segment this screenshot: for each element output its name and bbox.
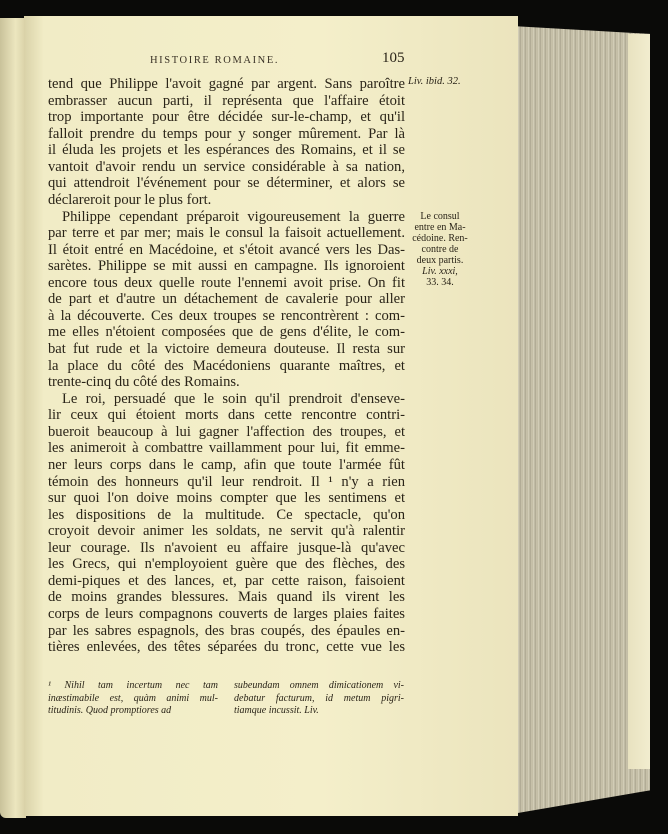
margin-reference: Liv. ibid. 32. <box>408 76 461 87</box>
text-line: Il étoit entré en Macédoine, et s'étoit avancé vers les Das- <box>48 241 405 258</box>
margin-note-line: Liv. xxxi, <box>422 266 458 277</box>
text-line: à la découverte. Ces deux troupes se rencontrèrent : com- <box>48 307 405 324</box>
footnote-line: subeundam omnem dimicationem vi- <box>234 680 404 691</box>
text-line: par terre et par mer; mais le consul la faisoit actuellement. <box>48 225 405 242</box>
text-line: me elles n'étoient composées que de gens d'élite, le com- <box>48 324 405 341</box>
text-line: bat fut rude et la victoire demeura douteuse. Il resta sur <box>48 341 405 357</box>
text-line: de part et d'autre un détachement de cavalerie pour aller <box>48 291 405 308</box>
text-line: de moins grandes blessures. Mais quand ils virent les <box>48 589 405 606</box>
text-line: trop importante pour être décidée sur-le-champ, et qu'il <box>48 109 405 126</box>
footnote-column-1 <box>48 680 218 718</box>
margin-note-line: deux partis. <box>416 255 464 266</box>
text-line: les dispositions de la multitude. Ce spectacle, qu'on <box>48 506 405 523</box>
margin-note-line: entre en Ma- <box>414 222 466 233</box>
margin-note-line: 33. 34. <box>426 277 454 288</box>
text-line: les animeroit à combattre vaillamment pour lui, fit emme- <box>48 440 405 457</box>
text-line: Le roi, persuadé que le soin qu'il prendroit d'enseve- <box>62 390 405 407</box>
text-line: sarètes. Philippe se mit aussi en campagne. Ils ignoroient <box>48 258 405 275</box>
text-line: tières enlevées, des têtes séparées du tronc, cette vue les <box>48 639 405 656</box>
margin-note-line: Le consul <box>420 211 460 222</box>
footnote-line: tiamque incussit. Liv. <box>234 705 319 716</box>
text-line: témoin des honneurs qu'il leur rendroit. Il ¹ n'y a rien <box>48 473 405 490</box>
text-line: sur quoi l'on doive moins compter que les sentimens et <box>48 490 405 507</box>
footnote-line: debatur facturum, id metum pigri- <box>234 692 404 704</box>
body-text <box>48 76 405 656</box>
footnote-column-2 <box>234 680 404 718</box>
margin-note <box>404 211 476 288</box>
margin-note-line: cédoine. Ren- <box>412 233 468 244</box>
text-line: demi-piques et des lances, et, par cette raison, faisoient <box>48 572 405 589</box>
margin-note-line: contre de <box>421 244 459 255</box>
text-line: vantoit d'avoir rendu un service considérable à sa nation, <box>48 158 405 175</box>
text-line: trente-cinq du côté des Romains. <box>48 374 240 391</box>
text-line: bueroit beaucoup à lui gagner l'affection des troupes, et <box>48 423 405 440</box>
text-line: corps de leurs compagnons couverts de larges plaies faites <box>48 606 405 622</box>
back-cover-edge <box>628 34 650 769</box>
text-line: Philippe cependant préparoit vigoureusement la guerre <box>62 208 405 225</box>
text-line: la place du côté des Macédoniens quarante maîtres, et <box>48 357 405 374</box>
footnote-line: inæstimabile est, quàm animi mul- <box>48 692 218 704</box>
footnote-line: titudinis. Quod promptiores ad <box>48 705 172 716</box>
text-line: par les sabres espagnols, des bras coupés, des épaules en- <box>48 622 405 639</box>
text-line: croyoit devoir animer les soldats, ne servit qu'à ralentir <box>48 523 405 540</box>
footnote-line: ¹ Nihil tam incertum nec tam <box>48 680 218 691</box>
text-line: qui attendroit l'événement pour se déterminer, et alors se <box>48 175 405 192</box>
page-number: 105 <box>382 50 405 66</box>
left-page-edge <box>0 18 26 818</box>
text-line: embrasser aucun parti, il représenta que l'affaire étoit <box>48 92 405 109</box>
text-line: il éluda les projets et les espérances des Romains, et il se <box>48 142 405 159</box>
text-line: falloit prendre du temps pour y songer mûrement. Par là <box>48 125 405 142</box>
text-line: leur courage. Ils n'avoient eu affaire jusque-là qu'avec <box>48 539 405 556</box>
text-line: encore tous deux quelle route l'ennemi avoit prise. On fit <box>48 274 405 291</box>
text-line: tend que Philippe l'avoit gagné par argent. Sans paroître <box>48 76 405 92</box>
running-title: HISTOIRE ROMAINE. <box>150 55 280 66</box>
text-line: déclareroit pour le plus fort. <box>48 191 212 208</box>
text-line: ner leurs corps dans le camp, afin que toute l'armée fût <box>48 456 405 473</box>
text-line: lir ceux qui étoient morts dans cette rencontre contri- <box>48 407 405 424</box>
text-line: les Grecs, qui n'employoient guère que des flèches, des <box>48 556 405 573</box>
